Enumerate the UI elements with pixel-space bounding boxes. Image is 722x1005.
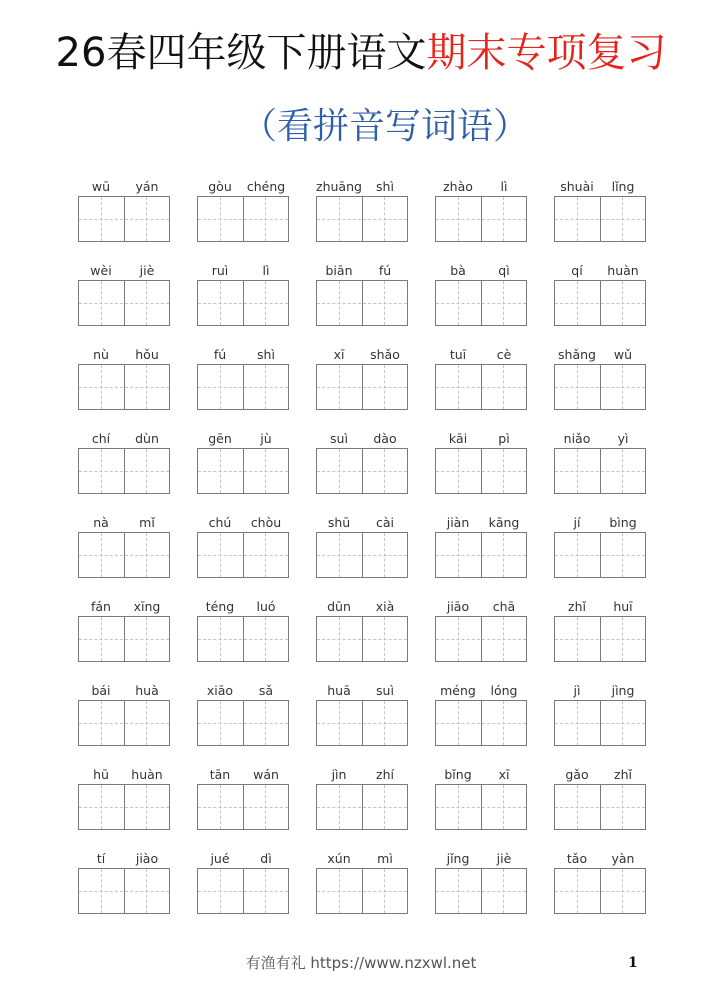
box-guide-horizontal [317, 303, 407, 304]
pinyin-syllable: chéng [246, 179, 286, 194]
box-guide-horizontal [436, 555, 526, 556]
tianzige-writing-boxes[interactable] [435, 364, 527, 410]
box-guide-horizontal [436, 219, 526, 220]
tianzige-writing-boxes[interactable] [78, 700, 170, 746]
tianzige-writing-boxes[interactable] [197, 700, 289, 746]
pinyin-syllable: nù [93, 347, 109, 362]
pinyin-syllable: yàn [611, 851, 635, 866]
box-guide-horizontal [555, 219, 645, 220]
tianzige-writing-boxes[interactable] [78, 196, 170, 242]
tianzige-writing-boxes[interactable] [197, 616, 289, 662]
pinyin-syllable: xīng [133, 599, 161, 614]
box-guide-horizontal [198, 303, 288, 304]
pinyin-syllable: kāng [488, 515, 520, 530]
pinyin-syllable: jìn [331, 767, 347, 782]
word-cell [197, 346, 289, 418]
tianzige-writing-boxes[interactable] [435, 448, 527, 494]
word-cell [435, 178, 527, 250]
word-cell [435, 598, 527, 670]
word-cell [78, 850, 170, 922]
word-cell [435, 430, 527, 502]
pinyin-syllable: hū [93, 767, 109, 782]
pinyin-syllable: zhǐ [568, 599, 586, 614]
pinyin-syllable: hǒu [135, 347, 159, 362]
box-guide-horizontal [436, 471, 526, 472]
pinyin-syllable: dào [373, 431, 397, 446]
box-guide-horizontal [555, 387, 645, 388]
word-cell [435, 682, 527, 754]
pinyin-syllable: dùn [135, 431, 159, 446]
word-cell [316, 346, 408, 418]
pinyin-syllable: jiào [135, 851, 159, 866]
pinyin-syllable: bìng [609, 515, 637, 530]
box-guide-horizontal [555, 807, 645, 808]
tianzige-writing-boxes[interactable] [316, 280, 408, 326]
tianzige-writing-boxes[interactable] [554, 532, 646, 578]
page-number: 1 [628, 955, 638, 971]
word-cell [78, 178, 170, 250]
tianzige-writing-boxes[interactable] [316, 196, 408, 242]
tianzige-writing-boxes[interactable] [316, 700, 408, 746]
word-cell [316, 514, 408, 586]
title-red-part: 期末专项复习 [426, 30, 667, 76]
pinyin-syllable: yì [617, 431, 629, 446]
pinyin-syllable: zhào [443, 179, 473, 194]
pinyin-syllable: chú [208, 515, 232, 530]
tianzige-writing-boxes[interactable] [554, 700, 646, 746]
pinyin-syllable: ruì [211, 263, 229, 278]
box-guide-horizontal [436, 891, 526, 892]
tianzige-writing-boxes[interactable] [316, 616, 408, 662]
pinyin-syllable: suì [330, 431, 348, 446]
tianzige-writing-boxes[interactable] [78, 532, 170, 578]
pinyin-syllable: zhǐ [614, 767, 632, 782]
box-guide-horizontal [79, 723, 169, 724]
tianzige-writing-boxes[interactable] [554, 868, 646, 914]
box-guide-horizontal [317, 639, 407, 640]
page-subtitle: （看拼音写词语） [240, 106, 529, 147]
box-guide-horizontal [198, 723, 288, 724]
tianzige-writing-boxes[interactable] [435, 616, 527, 662]
pinyin-syllable: huī [613, 599, 633, 614]
title-black-part: 26春四年级下册语文 [55, 30, 427, 76]
pinyin-syllable: xún [327, 851, 351, 866]
word-cell [197, 682, 289, 754]
pinyin-syllable: chí [91, 431, 111, 446]
pinyin-syllable: kāi [448, 431, 468, 446]
box-guide-horizontal [436, 639, 526, 640]
pinyin-syllable: tǎo [566, 851, 588, 866]
pinyin-syllable: xiāo [206, 683, 234, 698]
pinyin-syllable: wū [91, 179, 111, 194]
pinyin-syllable: suì [376, 683, 394, 698]
word-cell [197, 514, 289, 586]
pinyin-syllable: dūn [327, 599, 351, 614]
pinyin-syllable: shì [257, 347, 275, 362]
word-cell [316, 850, 408, 922]
tianzige-writing-boxes[interactable] [197, 784, 289, 830]
box-guide-horizontal [555, 723, 645, 724]
box-guide-horizontal [317, 471, 407, 472]
word-cell [78, 514, 170, 586]
pinyin-syllable: zhuāng [316, 179, 362, 194]
pinyin-syllable: jiàn [446, 515, 470, 530]
pinyin-syllable: lǐng [611, 179, 635, 194]
box-guide-horizontal [79, 303, 169, 304]
pinyin-syllable: lì [262, 263, 270, 278]
pinyin-syllable: qí [571, 263, 583, 278]
tianzige-writing-boxes[interactable] [435, 532, 527, 578]
pinyin-syllable: zhí [376, 767, 394, 782]
tianzige-writing-boxes[interactable] [316, 784, 408, 830]
word-cell [316, 682, 408, 754]
pinyin-syllable: gǎo [565, 767, 589, 782]
pinyin-syllable: jué [210, 851, 230, 866]
word-cell [197, 598, 289, 670]
pinyin-syllable: bà [450, 263, 466, 278]
tianzige-writing-boxes[interactable] [197, 280, 289, 326]
word-cell [197, 430, 289, 502]
word-cell [78, 346, 170, 418]
word-cell [78, 766, 170, 838]
word-cell [554, 682, 646, 754]
pinyin-syllable: cè [496, 347, 512, 362]
box-guide-horizontal [198, 471, 288, 472]
box-guide-horizontal [317, 219, 407, 220]
word-cell [316, 178, 408, 250]
tianzige-writing-boxes[interactable] [435, 868, 527, 914]
pinyin-syllable: méng [440, 683, 476, 698]
word-cell [435, 850, 527, 922]
pinyin-syllable: gēn [208, 431, 232, 446]
tianzige-writing-boxes[interactable] [78, 784, 170, 830]
pinyin-syllable: huà [135, 683, 159, 698]
pinyin-syllable: shǎng [558, 347, 596, 362]
pinyin-syllable: jiāo [446, 599, 470, 614]
tianzige-writing-boxes[interactable] [435, 700, 527, 746]
box-guide-horizontal [79, 219, 169, 220]
word-cell [554, 178, 646, 250]
pinyin-syllable: bǐng [444, 767, 472, 782]
pinyin-syllable: mì [377, 851, 393, 866]
box-guide-horizontal [79, 891, 169, 892]
pinyin-syllable: tān [209, 767, 231, 782]
tianzige-writing-boxes[interactable] [554, 448, 646, 494]
pinyin-syllable: cài [375, 515, 394, 530]
tianzige-writing-boxes[interactable] [78, 448, 170, 494]
pinyin-syllable: mǐ [139, 515, 155, 530]
word-cell [316, 262, 408, 334]
word-cell [78, 430, 170, 502]
pinyin-syllable: jiè [139, 263, 155, 278]
pinyin-syllable: dì [260, 851, 272, 866]
pinyin-syllable: lì [500, 179, 508, 194]
tianzige-writing-boxes[interactable] [316, 364, 408, 410]
pinyin-syllable: niǎo [563, 431, 591, 446]
tianzige-writing-boxes[interactable] [197, 364, 289, 410]
word-cell [78, 262, 170, 334]
tianzige-writing-boxes[interactable] [435, 280, 527, 326]
pinyin-syllable: yán [135, 179, 159, 194]
word-cell [554, 514, 646, 586]
pinyin-syllable: huā [327, 683, 351, 698]
pinyin-syllable: huàn [607, 263, 639, 278]
pinyin-syllable: fú [213, 347, 227, 362]
box-guide-horizontal [317, 555, 407, 556]
box-guide-horizontal [555, 891, 645, 892]
box-guide-horizontal [198, 555, 288, 556]
pinyin-syllable: biān [325, 263, 353, 278]
tianzige-writing-boxes[interactable] [316, 532, 408, 578]
pinyin-syllable: xī [498, 767, 510, 782]
word-cell [435, 262, 527, 334]
box-guide-horizontal [198, 639, 288, 640]
box-guide-horizontal [436, 303, 526, 304]
box-guide-horizontal [198, 387, 288, 388]
box-guide-horizontal [79, 471, 169, 472]
tianzige-writing-boxes[interactable] [554, 280, 646, 326]
tianzige-writing-boxes[interactable] [197, 868, 289, 914]
box-guide-horizontal [317, 387, 407, 388]
word-cell [316, 766, 408, 838]
pinyin-syllable: jì [573, 683, 581, 698]
word-cell [197, 766, 289, 838]
pinyin-syllable: wǔ [613, 347, 633, 362]
box-guide-horizontal [79, 387, 169, 388]
pinyin-syllable: fán [91, 599, 111, 614]
box-guide-horizontal [317, 807, 407, 808]
box-guide-horizontal [79, 639, 169, 640]
box-guide-horizontal [555, 639, 645, 640]
pinyin-syllable: jù [260, 431, 272, 446]
pinyin-syllable: fú [378, 263, 392, 278]
word-cell [435, 514, 527, 586]
pinyin-syllable: nà [93, 515, 109, 530]
box-guide-horizontal [198, 891, 288, 892]
tianzige-writing-boxes[interactable] [435, 196, 527, 242]
tianzige-writing-boxes[interactable] [554, 196, 646, 242]
footer-text: 有渔有礼 https://www.nzxwl.net [245, 954, 477, 972]
pinyin-syllable: chā [492, 599, 516, 614]
word-cell [197, 850, 289, 922]
tianzige-writing-boxes[interactable] [197, 448, 289, 494]
pinyin-syllable: xī [333, 347, 345, 362]
word-cell [78, 598, 170, 670]
box-guide-horizontal [317, 891, 407, 892]
pinyin-syllable: jìng [611, 683, 635, 698]
pinyin-syllable: luó [256, 599, 276, 614]
tianzige-writing-boxes[interactable] [554, 616, 646, 662]
box-guide-horizontal [317, 723, 407, 724]
box-guide-horizontal [198, 219, 288, 220]
pinyin-syllable: wán [253, 767, 279, 782]
word-cell [554, 262, 646, 334]
word-cell [554, 346, 646, 418]
tianzige-writing-boxes[interactable] [78, 280, 170, 326]
word-cell [316, 430, 408, 502]
box-guide-horizontal [79, 807, 169, 808]
word-cell [554, 430, 646, 502]
word-cell [197, 262, 289, 334]
tianzige-writing-boxes[interactable] [316, 868, 408, 914]
word-cell [316, 598, 408, 670]
word-cell [197, 178, 289, 250]
word-cell [554, 850, 646, 922]
box-guide-horizontal [436, 723, 526, 724]
pinyin-syllable: lóng [490, 683, 518, 698]
pinyin-syllable: shuài [560, 179, 594, 194]
box-guide-horizontal [436, 807, 526, 808]
tianzige-writing-boxes[interactable] [554, 784, 646, 830]
pinyin-syllable: jiè [496, 851, 512, 866]
pinyin-syllable: shì [376, 179, 394, 194]
tianzige-writing-boxes[interactable] [197, 196, 289, 242]
box-guide-horizontal [555, 471, 645, 472]
box-guide-horizontal [436, 387, 526, 388]
pinyin-syllable: xià [375, 599, 395, 614]
box-guide-horizontal [79, 555, 169, 556]
word-cell [554, 598, 646, 670]
pinyin-syllable: huàn [131, 767, 163, 782]
word-cell [435, 766, 527, 838]
word-cell [554, 766, 646, 838]
box-guide-horizontal [198, 807, 288, 808]
box-guide-horizontal [555, 303, 645, 304]
pinyin-syllable: gòu [208, 179, 232, 194]
pinyin-syllable: sǎ [258, 683, 274, 698]
pinyin-syllable: bái [91, 683, 111, 698]
pinyin-syllable: pì [498, 431, 510, 446]
tianzige-writing-boxes[interactable] [435, 784, 527, 830]
pinyin-syllable: shǎo [370, 347, 400, 362]
pinyin-syllable: wèi [90, 263, 112, 278]
pinyin-syllable: téng [205, 599, 235, 614]
pinyin-syllable: shū [327, 515, 351, 530]
tianzige-writing-boxes[interactable] [554, 364, 646, 410]
pinyin-syllable: chòu [250, 515, 282, 530]
pinyin-syllable: jǐng [446, 851, 470, 866]
tianzige-writing-boxes[interactable] [78, 364, 170, 410]
pinyin-syllable: qì [498, 263, 510, 278]
word-cell [435, 346, 527, 418]
tianzige-writing-boxes[interactable] [197, 532, 289, 578]
word-cell [78, 682, 170, 754]
tianzige-writing-boxes[interactable] [78, 616, 170, 662]
pinyin-syllable: tí [96, 851, 106, 866]
tianzige-writing-boxes[interactable] [78, 868, 170, 914]
tianzige-writing-boxes[interactable] [316, 448, 408, 494]
pinyin-syllable: jí [573, 515, 581, 530]
box-guide-horizontal [555, 555, 645, 556]
pinyin-syllable: tuī [449, 347, 467, 362]
